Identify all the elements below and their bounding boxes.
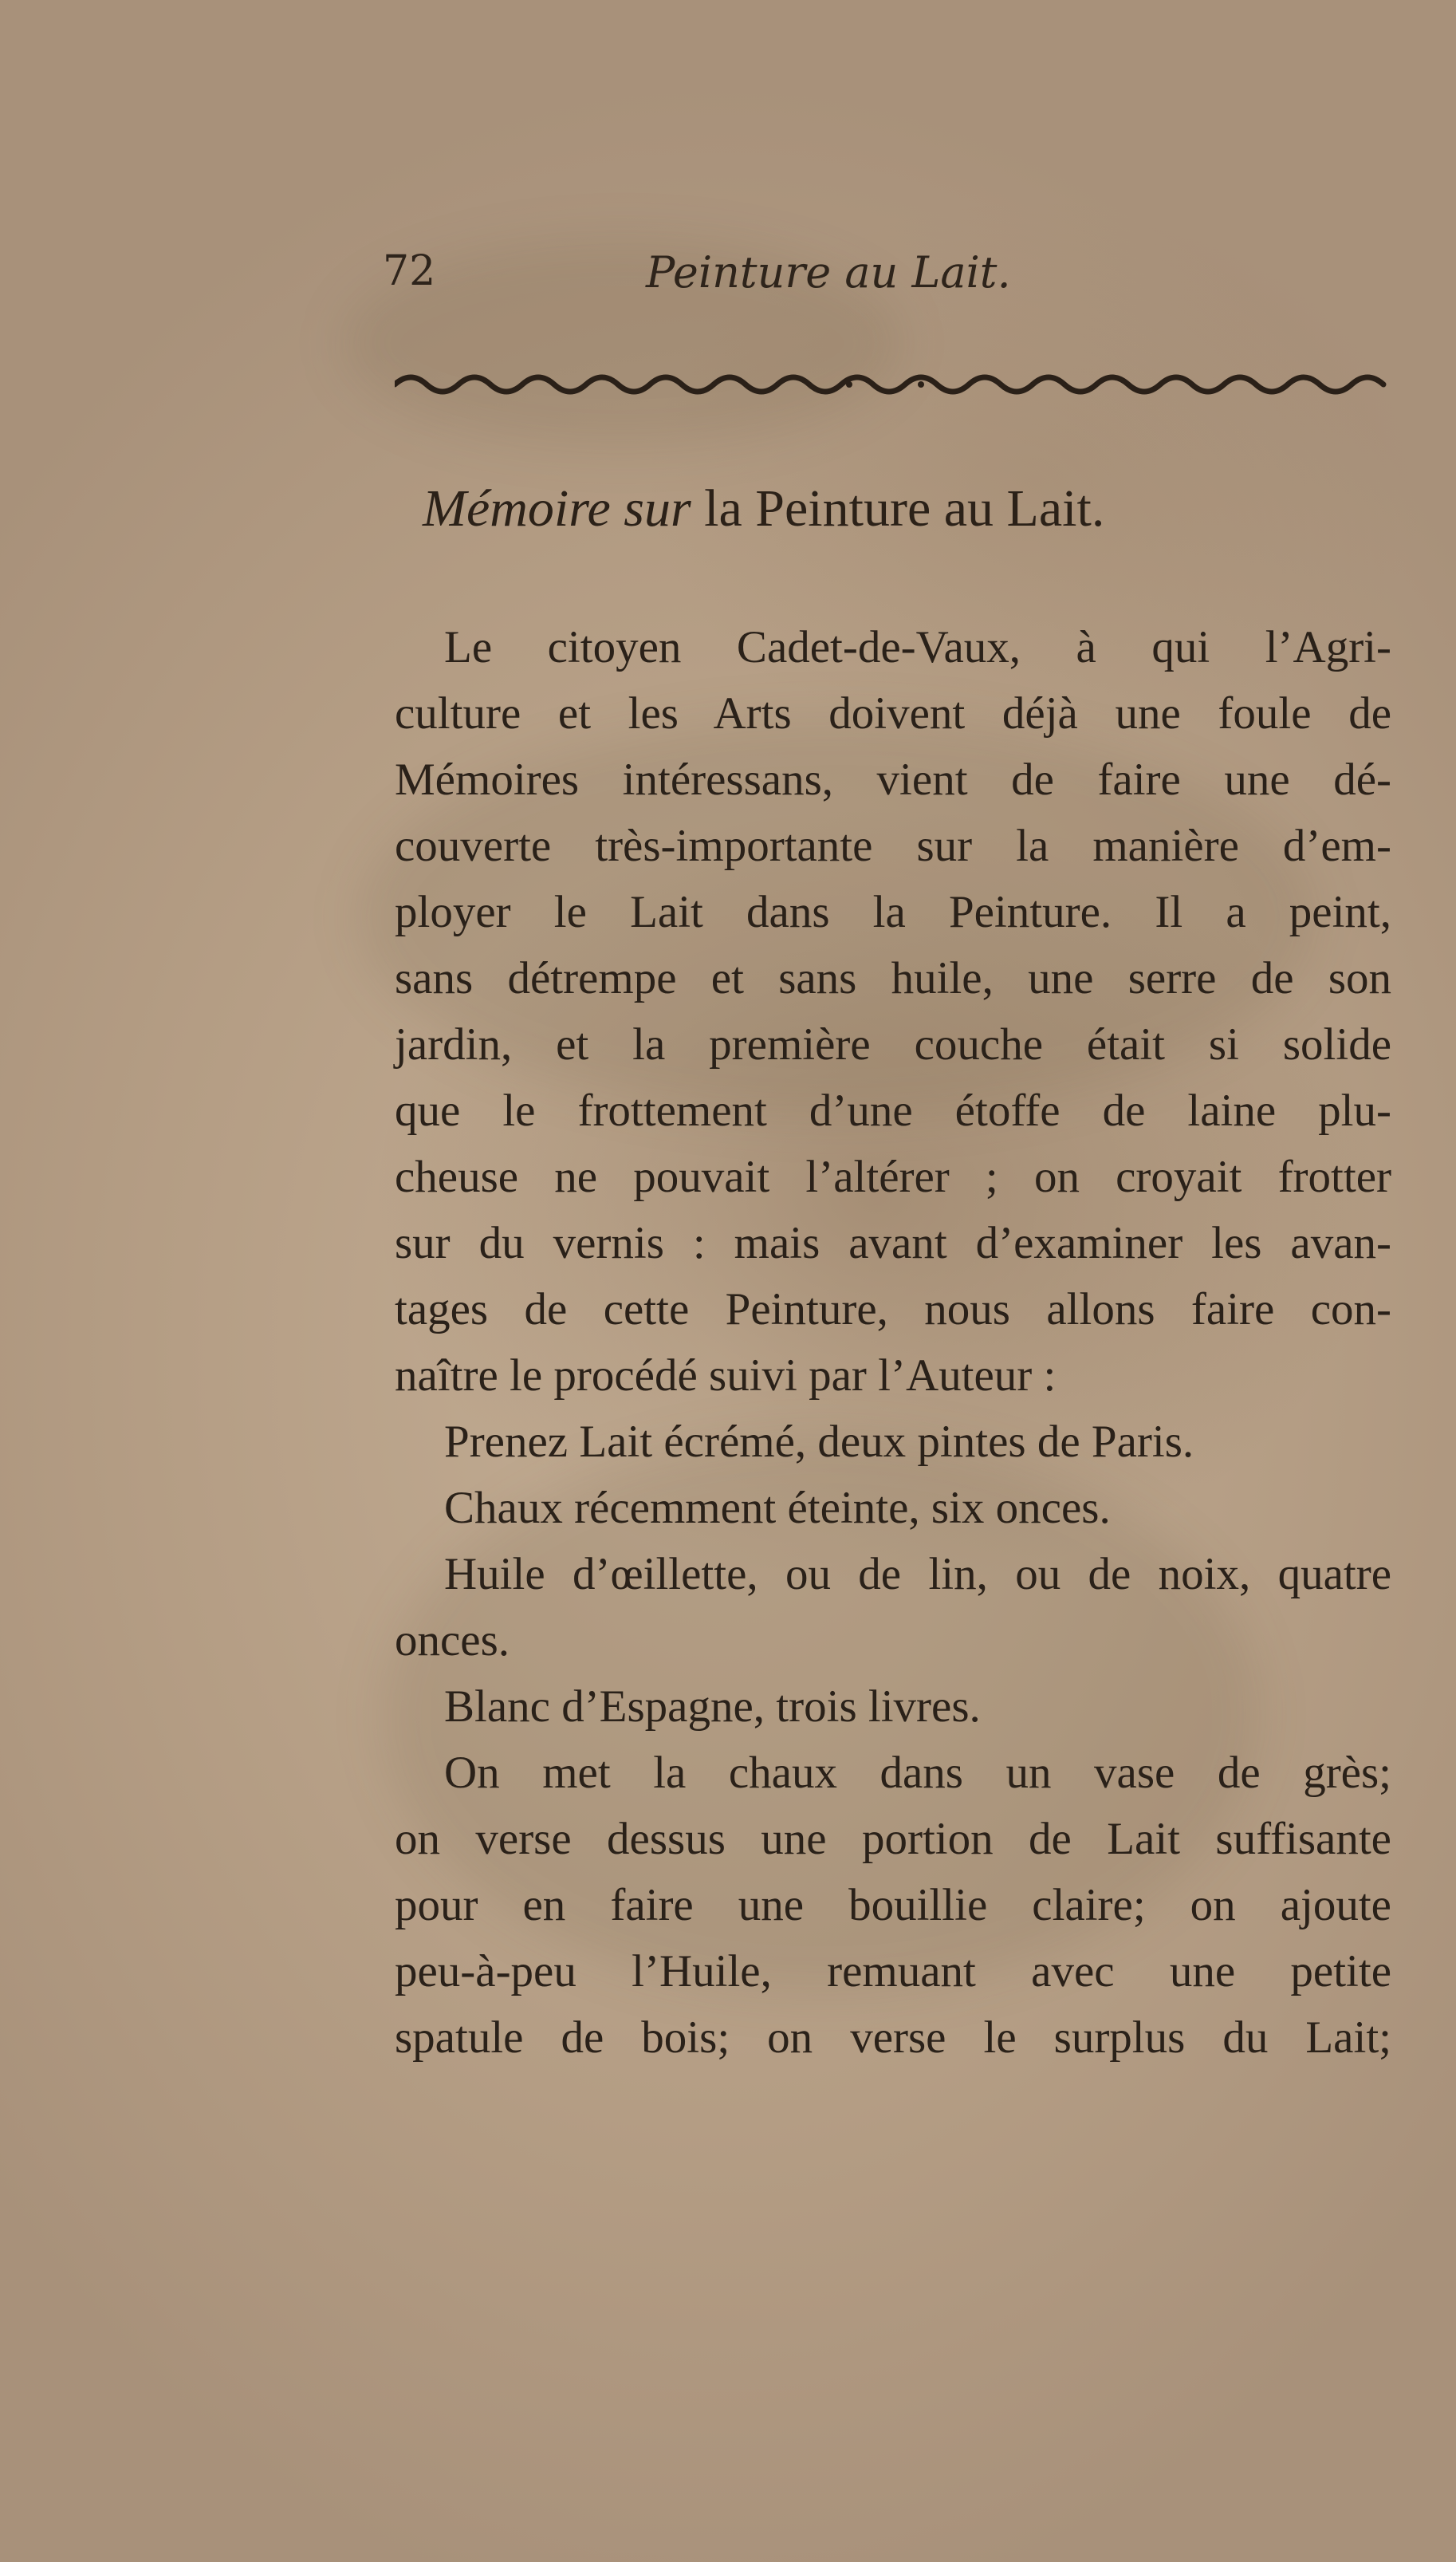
title-roman: la Peinture au Lait.: [704, 479, 1105, 538]
text-line: spatule de bois; on verse le surplus du Lait;: [395, 2012, 1391, 2063]
text-line: ployer le Lait dans la Peinture. Il a peint,: [395, 887, 1391, 937]
text-line: Blanc d’Espagne, trois livres.: [444, 1681, 981, 1732]
text-line: cheuse ne pouvait l’altérer ; on croyait frotter: [395, 1152, 1391, 1202]
text-line: pour en faire une bouillie claire; on ajoute: [395, 1880, 1391, 1930]
text-line: Prenez Lait écrémé, deux pintes de Paris.: [444, 1417, 1194, 1467]
text-line: onces.: [395, 1615, 510, 1665]
text-line: culture et les Arts doivent déjà une foule de: [395, 688, 1391, 739]
text-line: tages de cette Peinture, nous allons faire con-: [395, 1284, 1391, 1334]
text-line: sans détrempe et sans huile, une serre de son: [395, 953, 1391, 1003]
text-line: que le frottement d’une étoffe de laine plu-: [395, 1086, 1391, 1136]
text-line: Mémoires intéressans, vient de faire une dé-: [395, 755, 1391, 805]
text-line: couverte très-importante sur la manière d’em-: [395, 821, 1391, 871]
text-line: Chaux récemment éteinte, six onces.: [444, 1483, 1111, 1533]
text-line: sur du vernis : mais avant d’examiner les avan-: [395, 1218, 1391, 1268]
text-line: on verse dessus une portion de Lait suffisante: [395, 1814, 1391, 1864]
text-line: Le citoyen Cadet-de-Vaux, à qui l’Agri-: [444, 622, 1391, 672]
text-line: On met la chaux dans un vase de grès;: [444, 1748, 1391, 1798]
decorative-wavy-rule: [395, 367, 1391, 399]
text-line: naître le procédé suivi par l’Auteur :: [395, 1350, 1057, 1401]
article-title: [423, 479, 1379, 539]
page-number: 72: [383, 247, 436, 295]
text-line: jardin, et la première couche était si solide: [395, 1019, 1391, 1070]
article-body: [395, 614, 1391, 2071]
page-header: [383, 247, 1387, 311]
text-line: peu-à-peu l’Huile, remuant avec une petite: [395, 1946, 1391, 1996]
text-line: Huile d’œillette, ou de lin, ou de noix, quatre: [444, 1549, 1391, 1599]
title-italic: Mémoire sur: [423, 479, 691, 538]
running-title: Peinture au Lait.: [646, 247, 1011, 298]
